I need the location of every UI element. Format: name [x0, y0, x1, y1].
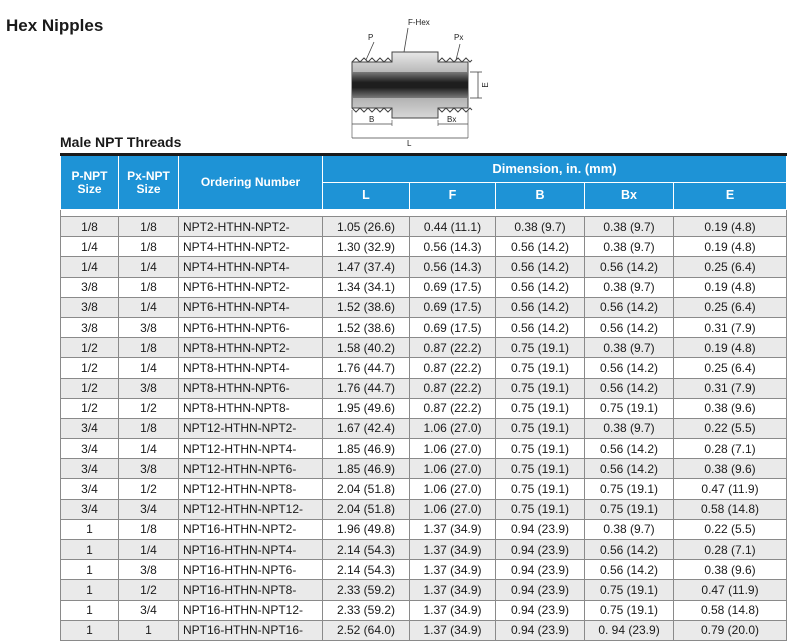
- cell-e: 0.19 (4.8): [674, 338, 787, 358]
- cell-p: 3/4: [61, 439, 119, 459]
- cell-px: 1/2: [119, 398, 179, 418]
- cell-px: 1/2: [119, 479, 179, 499]
- cell-e: 0.38 (9.6): [674, 459, 787, 479]
- table-row: [61, 519, 787, 539]
- table-row: [61, 560, 787, 580]
- cell-f: 1.06 (27.0): [410, 479, 496, 499]
- cell-e: 0.38 (9.6): [674, 398, 787, 418]
- page-title: Hex Nipples: [6, 16, 104, 35]
- header-bx: Bx: [585, 183, 674, 210]
- cell-order: NPT2-HTHN-NPT2-: [179, 217, 323, 237]
- label-p: P: [368, 33, 374, 42]
- cell-bx: 0.56 (14.2): [585, 540, 674, 560]
- cell-b: 0.75 (19.1): [496, 358, 585, 378]
- header-spacer-cell: [61, 210, 787, 217]
- cell-l: 1.76 (44.7): [323, 358, 410, 378]
- cell-px: 1: [119, 620, 179, 640]
- cell-bx: 0.38 (9.7): [585, 277, 674, 297]
- cell-b: 0.56 (14.2): [496, 297, 585, 317]
- cell-e: 0.28 (7.1): [674, 540, 787, 560]
- cell-b: 0.75 (19.1): [496, 398, 585, 418]
- cell-b: 0.75 (19.1): [496, 499, 585, 519]
- cell-f: 1.37 (34.9): [410, 560, 496, 580]
- cell-b: 0.75 (19.1): [496, 338, 585, 358]
- cell-f: 1.06 (27.0): [410, 499, 496, 519]
- cell-bx: 0.75 (19.1): [585, 398, 674, 418]
- cell-l: 2.04 (51.8): [323, 479, 410, 499]
- cell-px: 1/2: [119, 580, 179, 600]
- cell-l: 2.33 (59.2): [323, 600, 410, 620]
- cell-order: NPT4-HTHN-NPT2-: [179, 237, 323, 257]
- cell-f: 0.56 (14.3): [410, 257, 496, 277]
- cell-bx: 0.56 (14.2): [585, 439, 674, 459]
- cell-l: 1.76 (44.7): [323, 378, 410, 398]
- cell-e: 0.19 (4.8): [674, 217, 787, 237]
- cell-bx: 0.38 (9.7): [585, 338, 674, 358]
- thread-top-right: [438, 58, 472, 62]
- cell-bx: 0.75 (19.1): [585, 499, 674, 519]
- cell-p: 3/4: [61, 499, 119, 519]
- cell-p: 1/2: [61, 338, 119, 358]
- cell-p: 1: [61, 519, 119, 539]
- cell-bx: 0.56 (14.2): [585, 257, 674, 277]
- table-body: [61, 210, 787, 641]
- cell-bx: 0.38 (9.7): [585, 217, 674, 237]
- cell-order: NPT12-HTHN-NPT2-: [179, 418, 323, 438]
- cell-l: 2.14 (54.3): [323, 540, 410, 560]
- cell-order: NPT16-HTHN-NPT16-: [179, 620, 323, 640]
- cell-order: NPT16-HTHN-NPT8-: [179, 580, 323, 600]
- cell-px: 1/4: [119, 358, 179, 378]
- cell-order: NPT8-HTHN-NPT6-: [179, 378, 323, 398]
- cell-f: 0.56 (14.3): [410, 237, 496, 257]
- cell-bx: 0.56 (14.2): [585, 358, 674, 378]
- cell-l: 1.30 (32.9): [323, 237, 410, 257]
- table-row: [61, 398, 787, 418]
- cell-bx: 0.38 (9.7): [585, 237, 674, 257]
- cell-px: 1/4: [119, 257, 179, 277]
- cell-bx: 0.56 (14.2): [585, 297, 674, 317]
- cell-e: 0.22 (5.5): [674, 519, 787, 539]
- cell-b: 0.75 (19.1): [496, 418, 585, 438]
- cell-l: 2.33 (59.2): [323, 580, 410, 600]
- label-bx: Bx: [447, 115, 457, 124]
- label-f-hex: F-Hex: [408, 18, 430, 27]
- cell-b: 0.94 (23.9): [496, 580, 585, 600]
- cell-f: 0.69 (17.5): [410, 277, 496, 297]
- cell-order: NPT8-HTHN-NPT4-: [179, 358, 323, 378]
- cell-f: 1.37 (34.9): [410, 620, 496, 640]
- table-row: [61, 378, 787, 398]
- cell-p: 1: [61, 560, 119, 580]
- cell-l: 1.05 (26.6): [323, 217, 410, 237]
- cell-b: 0.56 (14.2): [496, 277, 585, 297]
- section-title: Male NPT Threads: [60, 134, 182, 150]
- table-row: [61, 499, 787, 519]
- cell-e: 0.25 (6.4): [674, 257, 787, 277]
- cell-f: 0.87 (22.2): [410, 398, 496, 418]
- cell-px: 3/4: [119, 499, 179, 519]
- cell-bx: 0.56 (14.2): [585, 459, 674, 479]
- cell-f: 1.06 (27.0): [410, 459, 496, 479]
- cell-p: 3/4: [61, 459, 119, 479]
- cell-b: 0.94 (23.9): [496, 560, 585, 580]
- table-row: [61, 459, 787, 479]
- cell-order: NPT8-HTHN-NPT2-: [179, 338, 323, 358]
- cell-f: 0.44 (11.1): [410, 217, 496, 237]
- cell-p: 3/4: [61, 479, 119, 499]
- cell-l: 1.34 (34.1): [323, 277, 410, 297]
- cell-f: 1.06 (27.0): [410, 439, 496, 459]
- cell-px: 1/4: [119, 540, 179, 560]
- header-dimension: Dimension, in. (mm): [323, 155, 787, 183]
- table-row: [61, 237, 787, 257]
- cell-l: 1.47 (37.4): [323, 257, 410, 277]
- cell-l: 2.04 (51.8): [323, 499, 410, 519]
- cell-p: 1: [61, 600, 119, 620]
- nipple-bore: [352, 72, 468, 98]
- cell-order: NPT12-HTHN-NPT4-: [179, 439, 323, 459]
- table-row: [61, 297, 787, 317]
- table-row: [61, 620, 787, 640]
- cell-f: 1.37 (34.9): [410, 540, 496, 560]
- cell-b: 0.56 (14.2): [496, 257, 585, 277]
- cell-e: 0.58 (14.8): [674, 499, 787, 519]
- cell-p: 3/8: [61, 317, 119, 337]
- cell-px: 1/8: [119, 418, 179, 438]
- header-spacer: [61, 210, 787, 217]
- cell-p: 1/2: [61, 358, 119, 378]
- cell-px: 1/4: [119, 297, 179, 317]
- header-f: F: [410, 183, 496, 210]
- cell-order: NPT12-HTHN-NPT12-: [179, 499, 323, 519]
- label-l: L: [407, 139, 412, 148]
- cell-bx: 0.56 (14.2): [585, 560, 674, 580]
- cell-px: 1/8: [119, 519, 179, 539]
- cell-order: NPT6-HTHN-NPT2-: [179, 277, 323, 297]
- cell-b: 0.38 (9.7): [496, 217, 585, 237]
- label-b: B: [369, 115, 375, 124]
- header-e: E: [674, 183, 787, 210]
- cell-f: 0.69 (17.5): [410, 317, 496, 337]
- header-b: B: [496, 183, 585, 210]
- table-row: [61, 600, 787, 620]
- cell-l: 1.96 (49.8): [323, 519, 410, 539]
- cell-e: 0.22 (5.5): [674, 418, 787, 438]
- cell-px: 3/8: [119, 317, 179, 337]
- cell-order: NPT12-HTHN-NPT6-: [179, 459, 323, 479]
- cell-bx: 0.75 (19.1): [585, 479, 674, 499]
- cell-px: 3/8: [119, 378, 179, 398]
- table-row: [61, 257, 787, 277]
- cell-order: NPT12-HTHN-NPT8-: [179, 479, 323, 499]
- cell-b: 0.94 (23.9): [496, 600, 585, 620]
- cell-p: 1/4: [61, 237, 119, 257]
- table-row: [61, 439, 787, 459]
- cell-order: NPT8-HTHN-NPT8-: [179, 398, 323, 418]
- cell-b: 0.94 (23.9): [496, 519, 585, 539]
- cell-b: 0.56 (14.2): [496, 317, 585, 337]
- header-px-npt: Px-NPT Size: [119, 155, 179, 210]
- cell-f: 0.87 (22.2): [410, 358, 496, 378]
- cell-order: NPT16-HTHN-NPT6-: [179, 560, 323, 580]
- cell-order: NPT6-HTHN-NPT6-: [179, 317, 323, 337]
- cell-p: 1: [61, 540, 119, 560]
- cell-f: 0.69 (17.5): [410, 297, 496, 317]
- cell-px: 1/8: [119, 338, 179, 358]
- cell-order: NPT16-HTHN-NPT12-: [179, 600, 323, 620]
- cell-px: 3/8: [119, 560, 179, 580]
- table-row: [61, 479, 787, 499]
- cell-p: 3/4: [61, 418, 119, 438]
- cell-bx: 0.56 (14.2): [585, 378, 674, 398]
- cell-px: 3/8: [119, 459, 179, 479]
- cell-order: NPT6-HTHN-NPT4-: [179, 297, 323, 317]
- table-row: [61, 277, 787, 297]
- cell-b: 0.75 (19.1): [496, 479, 585, 499]
- cell-b: 0.94 (23.9): [496, 540, 585, 560]
- cell-p: 1/2: [61, 398, 119, 418]
- cell-e: 0.25 (6.4): [674, 358, 787, 378]
- cell-f: 0.87 (22.2): [410, 378, 496, 398]
- cell-bx: 0. 94 (23.9): [585, 620, 674, 640]
- cell-f: 1.37 (34.9): [410, 580, 496, 600]
- cell-l: 2.14 (54.3): [323, 560, 410, 580]
- cell-px: 1/8: [119, 277, 179, 297]
- cell-f: 1.37 (34.9): [410, 600, 496, 620]
- cell-l: 1.58 (40.2): [323, 338, 410, 358]
- cell-b: 0.75 (19.1): [496, 439, 585, 459]
- hex-nipple-diagram: [330, 14, 500, 150]
- thread-bottom-right: [438, 108, 472, 112]
- cell-p: 1/4: [61, 257, 119, 277]
- cell-e: 0.47 (11.9): [674, 580, 787, 600]
- header-ordering: Ordering Number: [179, 155, 323, 210]
- cell-l: 1.85 (46.9): [323, 439, 410, 459]
- cell-p: 1/2: [61, 378, 119, 398]
- cell-order: NPT16-HTHN-NPT2-: [179, 519, 323, 539]
- table-row: [61, 418, 787, 438]
- cell-p: 3/8: [61, 277, 119, 297]
- cell-order: NPT4-HTHN-NPT4-: [179, 257, 323, 277]
- cell-f: 0.87 (22.2): [410, 338, 496, 358]
- table-row: [61, 358, 787, 378]
- cell-px: 1/4: [119, 439, 179, 459]
- cell-b: 0.75 (19.1): [496, 378, 585, 398]
- label-px: Px: [454, 33, 464, 42]
- cell-e: 0.19 (4.8): [674, 237, 787, 257]
- cell-e: 0.31 (7.9): [674, 317, 787, 337]
- cell-p: 1: [61, 620, 119, 640]
- cell-f: 1.06 (27.0): [410, 418, 496, 438]
- cell-e: 0.31 (7.9): [674, 378, 787, 398]
- dimensions-table: [60, 153, 787, 641]
- cell-p: 3/8: [61, 297, 119, 317]
- cell-f: 1.37 (34.9): [410, 519, 496, 539]
- table-row: [61, 580, 787, 600]
- cell-l: 1.95 (49.6): [323, 398, 410, 418]
- cell-bx: 0.38 (9.7): [585, 418, 674, 438]
- cell-bx: 0.38 (9.7): [585, 519, 674, 539]
- table-row: [61, 217, 787, 237]
- thread-bottom-left: [352, 108, 392, 112]
- cell-p: 1/8: [61, 217, 119, 237]
- cell-b: 0.94 (23.9): [496, 620, 585, 640]
- cell-e: 0.38 (9.6): [674, 560, 787, 580]
- table-row: [61, 540, 787, 560]
- cell-e: 0.19 (4.8): [674, 277, 787, 297]
- cell-bx: 0.75 (19.1): [585, 580, 674, 600]
- cell-px: 3/4: [119, 600, 179, 620]
- header-l: L: [323, 183, 410, 210]
- cell-bx: 0.56 (14.2): [585, 317, 674, 337]
- cell-e: 0.25 (6.4): [674, 297, 787, 317]
- table-row: [61, 338, 787, 358]
- header-p-npt: P-NPT Size: [61, 155, 119, 210]
- cell-order: NPT16-HTHN-NPT4-: [179, 540, 323, 560]
- cell-e: 0.47 (11.9): [674, 479, 787, 499]
- cell-px: 1/8: [119, 217, 179, 237]
- cell-e: 0.79 (20.0): [674, 620, 787, 640]
- cell-bx: 0.75 (19.1): [585, 600, 674, 620]
- cell-l: 1.67 (42.4): [323, 418, 410, 438]
- cell-px: 1/8: [119, 237, 179, 257]
- thread-top-left: [352, 58, 392, 62]
- table-row: [61, 317, 787, 337]
- label-e: E: [481, 82, 490, 88]
- cell-l: 1.85 (46.9): [323, 459, 410, 479]
- cell-l: 2.52 (64.0): [323, 620, 410, 640]
- cell-l: 1.52 (38.6): [323, 317, 410, 337]
- cell-e: 0.28 (7.1): [674, 439, 787, 459]
- cell-e: 0.58 (14.8): [674, 600, 787, 620]
- cell-l: 1.52 (38.6): [323, 297, 410, 317]
- cell-p: 1: [61, 580, 119, 600]
- cell-b: 0.75 (19.1): [496, 459, 585, 479]
- cell-b: 0.56 (14.2): [496, 237, 585, 257]
